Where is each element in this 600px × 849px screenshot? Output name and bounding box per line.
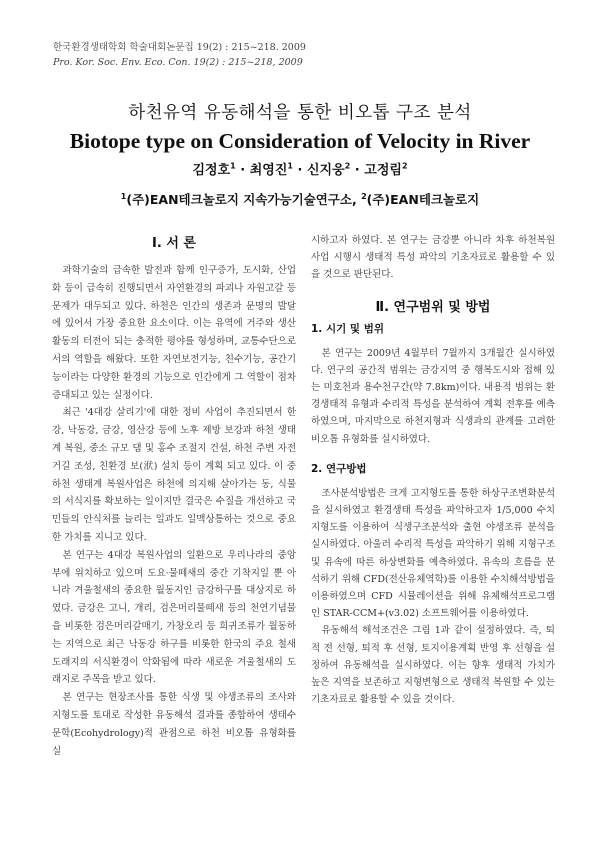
author-name: 고정림 — [364, 163, 402, 178]
section-title-scope: Ⅱ. 연구범위 및 방법 — [375, 299, 491, 315]
journal-header — [53, 40, 306, 70]
body-paragraph: 최근 '4대강 살리기'에 대한 정비 사업이 추진되면서 한강, 낙동강, 금강, 영산강 등에 노후 제방 보강과 하천 생태계 복원, 중소 규모 댐 및 홍수 조절지 건설, 하천 주변 자전거길 조성, 친환경 보(洑) 설치 등이 계획 되고 있다. 이 중 하천 생태계 복원사업은 하천에 의지해 살아가는 동, 식물의 서식지를 확보하는 일이지만 결국은 수질을 개선하고 국민들의 안식처를 늘리는 일과도 일맥상통하는 것으로 중요한 가치를 지니고 있다. — [52, 407, 296, 543]
subsection-title-period: 1. 시기 및 범위 — [311, 322, 384, 335]
body-paragraph: 본 연구는 4대강 복원사업의 일환으로 우리나라의 중앙부에 위치하고 있으며 도요·물떼새의 중간 기착지일 뿐 아니라 겨울철새의 중요한 월동지인 금강하구를 대상지로 하였다. 금강은 고니, 개리, 검은머리물떼새 등의 천연기념물을 비롯한 검은머리갈매기, 가창오리 등 희귀조류가 월동하는 지역으로 최근 낙동강 하구를 비롯한 한국의 주요 철새도래지의 서식환경이 악화됨에 따라 새로운 겨울철새의 도래지로 주목을 받고 있다. — [52, 549, 296, 686]
section-title-intro: Ⅰ. 서 론 — [152, 236, 196, 251]
right-column — [311, 232, 555, 708]
body-paragraph: 과학기술의 급속한 발전과 함께 인구증가, 도시화, 산업화 등이 급속히 진행되면서 자연환경의 파괴나 자원고갈 등 문제가 대두되고 있다. 하천은 인간의 생존과 문명의 발달에 있어서 가장 중요한 요소이다. 이는 유역에 거주와 생산활동의 터전이 되는 충적한 평야를 형성하며, 교통수단으로서의 역할을 해왔다. 또한 자연보전기능, 친수기능, 공간기능이라는 다양한 환경의 기능으로 인간에게 그 역할이 점차 증대되고 있는 실정이다. — [52, 265, 296, 401]
author-list — [0, 159, 600, 178]
author-affil-mark: 1 — [230, 161, 236, 171]
body-paragraph: 조사분석방법은 크게 고지형도를 통한 하상구조변화분석을 실시하였고 환경생태 특성을 파악하고자 1/5,000 수치지형도를 이용하여 식생구조분석와 출현 야생조류 분석을 실시하였다. 아울러 수리적 특성을 파악하기 위해 지형구조 및 유속에 따른 하상변화를 예측하였다. 유속의 흐름을 분석하기 위해 CFD(전산유체역학)를 이용한 수치해석방법을 이용하였으며 CFD 시뮬레이션을 위해 유체해석프로그램인 STAR-CCM+(v3.02) 소프트웨어를 이용하였다. — [311, 487, 555, 620]
author-separator: · — [297, 163, 303, 178]
author-name: 김정호 — [192, 163, 231, 178]
paper-title-ko: 하천유역 유동해석을 통한 비오톱 구조 분석 — [128, 103, 472, 123]
left-column — [52, 232, 296, 760]
author-separator: · — [354, 163, 360, 178]
author-affil-mark: 1 — [287, 161, 293, 171]
journal-citation-en: Pro. Kor. Soc. Env. Eco. Con. 19(2) : 215~218, 2009 — [53, 57, 303, 68]
paper-title-en: Biotope type on Consideration of Velocity in River — [69, 129, 531, 153]
author-affil-mark: 2 — [344, 161, 351, 171]
affiliation-2: (주)EAN테크놀로지 — [366, 192, 480, 207]
journal-citation-ko: 한국환경생태학회 학술대회논문집 19(2) : 215~218. 2009 — [53, 42, 306, 53]
body-paragraph: 본 연구는 현장조사를 통한 식생 및 야생조류의 조사와 지형도를 토대로 작성한 유동해석 결과를 종합하여 생태수문학(Ecohydrology)적 관점으로 하천 비오톱 유형화를 실 — [52, 692, 296, 757]
affiliation-line — [0, 190, 600, 208]
subsection-title-method: 2. 연구방법 — [311, 462, 367, 475]
author-affil-mark: 2 — [401, 161, 408, 171]
body-paragraph: 유동해석 해석조건은 그림 1과 같이 설정하였다. 즉, 퇴적 전 선형, 퇴적 후 선형, 토지이용계획 반영 후 선형을 설정하여 유동해석을 실시하였다. 이는 향후 생태적 가치가 높은 지역을 보존하고 지형변형으로 생태적 복원할 수 있는 기초자료로 활용할 수 있을 것이다. — [311, 625, 555, 706]
body-paragraph-continued: 시하고자 하였다. 본 연구는 금강뿐 아니라 차후 하천복원사업 시행시 생태적 특성 파악의 기초자료로 활용할 수 있을 것으로 판단된다. — [311, 235, 555, 281]
affil-mark: 1 — [120, 191, 127, 201]
author-separator: · — [240, 163, 246, 178]
affiliation-1: (주)EAN테크놀로지 지속가능기술연구소, — [126, 192, 357, 207]
affil-mark: 2 — [361, 191, 367, 201]
author-name: 최영진 — [249, 163, 288, 178]
body-paragraph: 본 연구는 2009년 4월부터 7월까지 3개월간 실시하였다. 연구의 공간적 범위는 금강지역 중 행복도시와 접해 있는 미호천과 용수천구간(약 7.8km)이다. 내용적 범위는 환경생태적 유형과 수리적 특성을 분석하여 계획 전후를 예측하였으며, 마지막으로 하천지형과 식생과의 관계를 고려한 비오톱 유형화를 실시하였다. — [311, 347, 555, 445]
author-name: 신지웅 — [307, 163, 345, 178]
